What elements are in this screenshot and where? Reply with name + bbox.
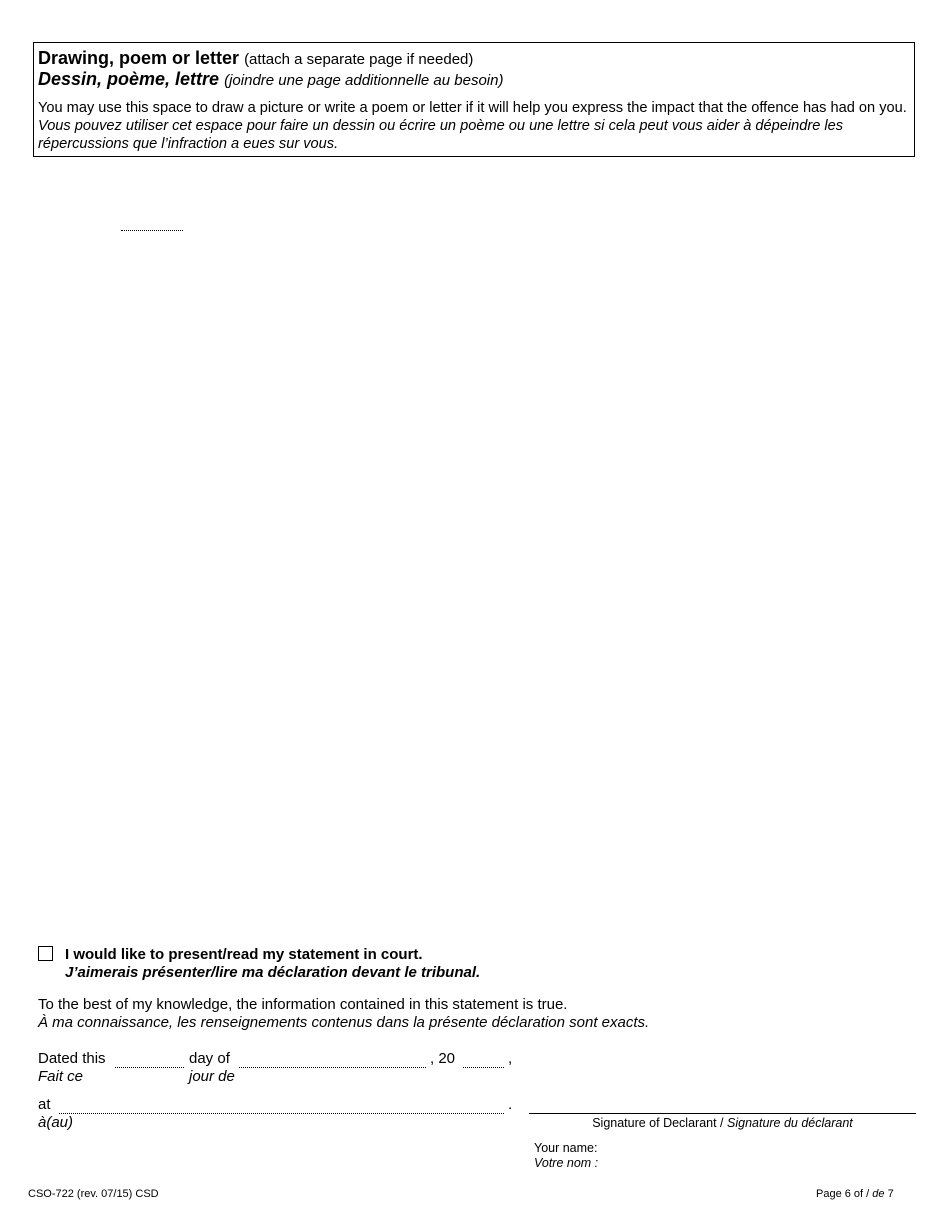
signature-field[interactable] <box>529 1113 916 1114</box>
day-of-label-en: day of <box>189 1050 230 1067</box>
location-field[interactable] <box>59 1113 504 1114</box>
year-field[interactable] <box>463 1067 504 1068</box>
title-en: Drawing, poem or letter (attach a separate page if needed) <box>38 48 474 68</box>
day-of-label-fr: jour de <box>189 1068 235 1085</box>
instructions-fr: Vous pouvez utiliser cet espace pour faire un dessin ou écrire un poème ou une lettre si cela peut vous aider à dépeindre les répercussions que l’infraction a eues sur vous. <box>38 118 844 152</box>
year-comma: , <box>508 1050 513 1067</box>
page-number-en: Page 6 of / <box>816 1188 873 1200</box>
present-in-court-checkbox[interactable] <box>38 946 53 961</box>
your-name-label-en: Your name: <box>534 1141 598 1155</box>
title-fr: Dessin, poème, lettre (joindre une page additionnelle au besoin) <box>38 69 504 89</box>
dated-this-label-en: Dated this <box>38 1050 106 1067</box>
your-name-input[interactable] <box>612 1140 912 1174</box>
page-number <box>816 1188 894 1200</box>
instructions-en: You may use this space to draw a picture or write a poem or letter if it will help you express the impact that the offence has had on you. <box>38 100 907 116</box>
page-number-fr: de <box>872 1188 885 1200</box>
note-en: (attach a separate page if needed) <box>244 51 474 68</box>
drawing-area[interactable] <box>33 170 915 930</box>
location-period: . <box>508 1096 513 1113</box>
note-fr: (joindre une page additionnelle au besoin) <box>224 72 504 89</box>
your-name-label-fr: Votre nom : <box>534 1156 599 1170</box>
year-prefix: , 20 <box>430 1050 456 1067</box>
at-label-fr: à(au) <box>38 1114 74 1131</box>
declaration-en: To the best of my knowledge, the information contained in this statement is true. <box>38 996 568 1013</box>
form-id: CSO-722 (rev. 07/15) CSD <box>28 1188 159 1200</box>
dated-this-label-fr: Fait ce <box>38 1068 84 1085</box>
page-total: 7 <box>884 1188 894 1200</box>
signature-label-fr: Signature du déclarant <box>727 1116 853 1130</box>
signature-label-en: Signature of Declarant / <box>592 1116 727 1130</box>
month-field[interactable] <box>239 1067 426 1068</box>
day-field[interactable] <box>115 1067 184 1068</box>
present-in-court-label-fr: J’aimerais présenter/lire ma déclaration devant le tribunal. <box>65 964 481 981</box>
signature-label <box>529 1116 916 1130</box>
present-in-court-label-en: I would like to present/read my statement in court. <box>65 946 423 963</box>
declaration-fr: À ma connaissance, les renseignements contenus dans la présente déclaration sont exacts. <box>38 1014 650 1031</box>
stray-field-line <box>121 230 183 231</box>
at-label-en: at <box>38 1096 51 1113</box>
instructions-box <box>33 42 915 157</box>
